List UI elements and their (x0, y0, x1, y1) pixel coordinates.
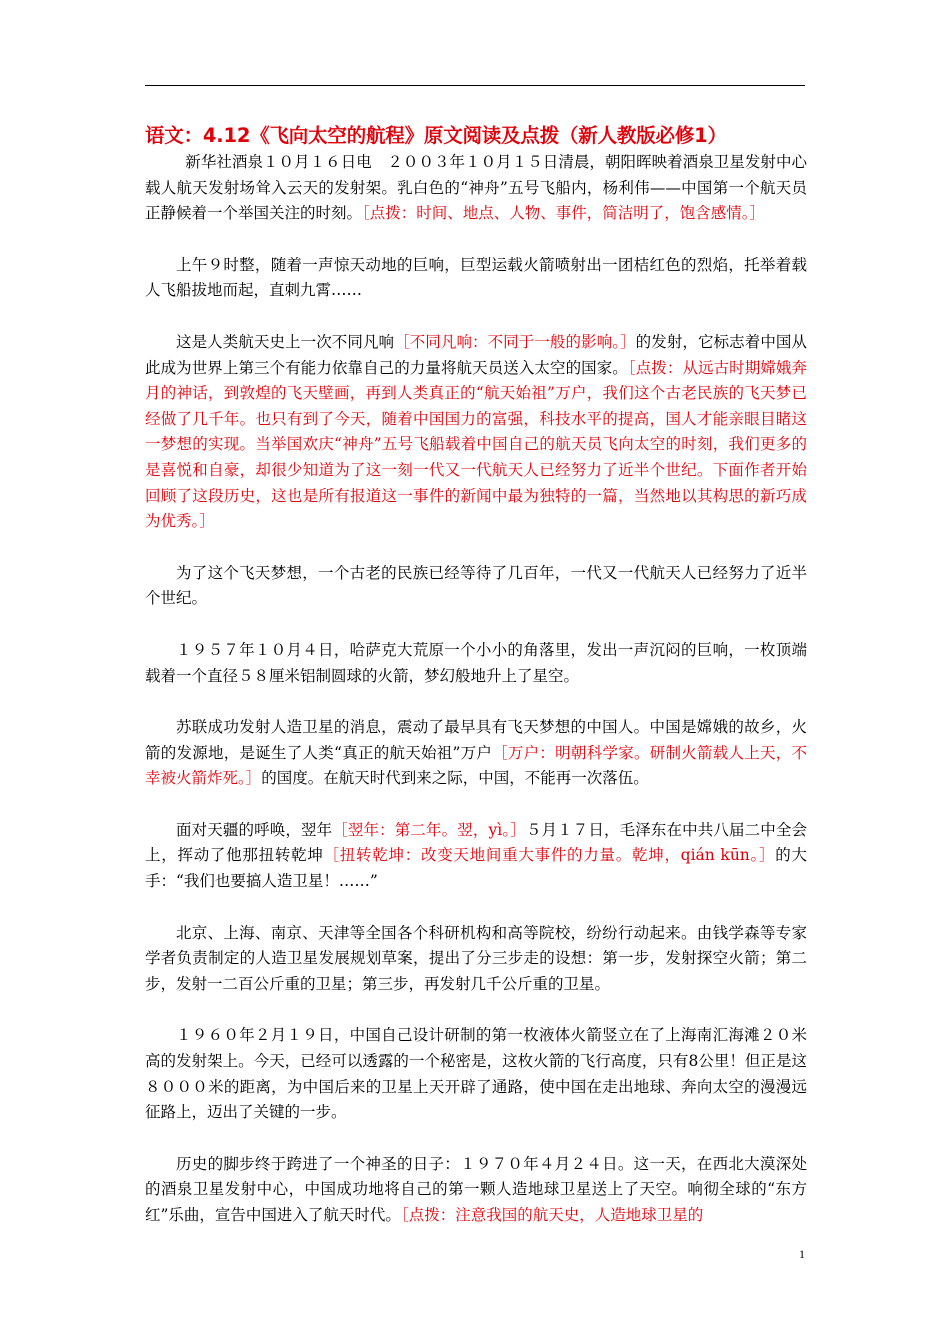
header-rule (145, 85, 805, 86)
annotation-note: ［万户：明朝科学家。研制火箭载人上天，不幸被火箭炸死。］ (145, 743, 807, 788)
document-body (145, 122, 807, 1255)
body-text: 苏联成功发射人造卫星的消息，震动了最早具有飞天梦想的中国人。中国是嫦娥的故乡，火箭的发源地，是诞生了人类“真正的航天始祖”万户 (145, 718, 807, 762)
paragraph-1 (145, 150, 807, 227)
paragraph-10 (145, 1152, 807, 1229)
paragraph-8 (145, 921, 807, 998)
paragraph-5 (145, 638, 807, 689)
annotation-note: ［扭转乾坤：改变天地间重大事件的力量。乾坤，qián kūn。］ (323, 846, 776, 865)
body-text: ５月１７日，毛泽东在中共八届二中全会上，挥动了他那扭转乾坤 (145, 820, 807, 865)
paragraph-4 (145, 561, 807, 612)
body-text: 北京、上海、南京、天津等全国各个科研机构和高等院校，纷纷行动起来。由钱学森等专家学者负责制定的人造卫星发展规划草案，提出了分三步走的设想：第一步，发射探空火箭；第二步，发射一二百公斤重的卫星；第三步，再发射几千公斤重的卫星。 (145, 923, 807, 993)
body-text: 上午９时整，随着一声惊天动地的巨响，巨型运载火箭喷射出一团桔红色的烈焰，托举着载人飞船拔地而起，直刺九霄…… (145, 255, 807, 300)
body-text: 新华社酒泉１０月１６日电 ２００３年１０月１５日清晨，朝阳晖映着酒泉卫星发射中心载人航天发射场耸入云天的发射架。乳白色的“神舟”五号飞船内，杨利伟——中国第一个航天员正静候着一个举国关注的时刻。 (145, 153, 807, 223)
paragraph-2 (145, 253, 807, 304)
body-text: 这是人类航天史上一次不同凡响 (176, 332, 395, 351)
body-text: 为了这个飞天梦想，一个古老的民族已经等待了几百年，一代又一代航天人已经努力了近半个世纪。 (145, 563, 807, 608)
body-text: 历史的脚步终于跨进了一个神圣的日子：１９７０年４月２４日。这一天，在西北大漠深处的酒泉卫星发射中心，中国成功地将自己的第一颗人造地球卫星送上了天空。响彻全球的“东方红”乐曲，宣告中国进入了航天时代。 (145, 1154, 807, 1224)
paragraph-3 (145, 330, 807, 535)
body-text: 的发射，它标志着中国从此成为世界上第三个有能力依靠自己的力量将航天员送入太空的国家。 (145, 332, 807, 377)
annotation-note: ［点拨：从远古时期嫦娥奔月的神话，到敦煌的飞天壁画，再到人类真正的“航天始祖”万户，我们这个古老民族的飞天梦已经做了几千年。也只有到了今天，随着中国国力的富强，科技水平的提高，国人才能亲眼目睹这一梦想的实现。当举国欢庆“神舟”五号飞船载着中国自己的航天员飞向太空的时刻，我们更多的是喜悦和自豪，却很少知道为了这一刻一代又一代航天人已经努力了近半个世纪。下面作者开始回顾了这段历史，这也是所有报道这一事件的新闻中最为独特的一篇，当然地以其构思的新巧成为优秀。］ (145, 358, 807, 531)
document-title: 语文：4.12《飞向太空的航程》原文阅读及点拨（新人教版必修1） (145, 124, 727, 147)
paragraph-6 (145, 715, 807, 792)
annotation-note: ［翌年：第二年。翌，yì。］ (332, 820, 526, 839)
body-text: 的大手：“我们也要搞人造卫星！……” (145, 846, 807, 891)
body-text: 面对天疆的呼唤，翌年 (176, 820, 333, 839)
annotation-note: ［点拨：注意我国的航天史，人造地球卫星的 (400, 1206, 704, 1224)
body-text: １９６０年２月１９日，中国自己设计研制的第一枚液体火箭竖立在了上海南汇海滩２０米高的发射架上。今天，已经可以透露的一个秘密是，这枚火箭的飞行高度，只有8公里！但正是这８０００米的距离，为中国后来的卫星上天开辟了通路，使中国在走出地球、奔向太空的漫漫远征路上，迈出了关键的一步。 (145, 1026, 807, 1122)
page-number: 1 (799, 1247, 805, 1261)
body-text: 的国度。在航天时代到来之际，中国，不能再一次落伍。 (261, 769, 649, 788)
annotation-note: ［不同凡响：不同于一般的影响。］ (394, 332, 636, 351)
body-text: １９５７年１０月４日，哈萨克大荒原一个小小的角落里，发出一声沉闷的巨响，一枚顶端载着一个直径５８厘米铝制圆球的火箭，梦幻般地升上了星空。 (145, 640, 807, 685)
paragraph-9 (145, 1023, 807, 1125)
paragraph-7 (145, 818, 807, 895)
annotation-note: ［点拨：时间、地点、人物、事件，简洁明了，饱含感情。］ (362, 204, 766, 223)
